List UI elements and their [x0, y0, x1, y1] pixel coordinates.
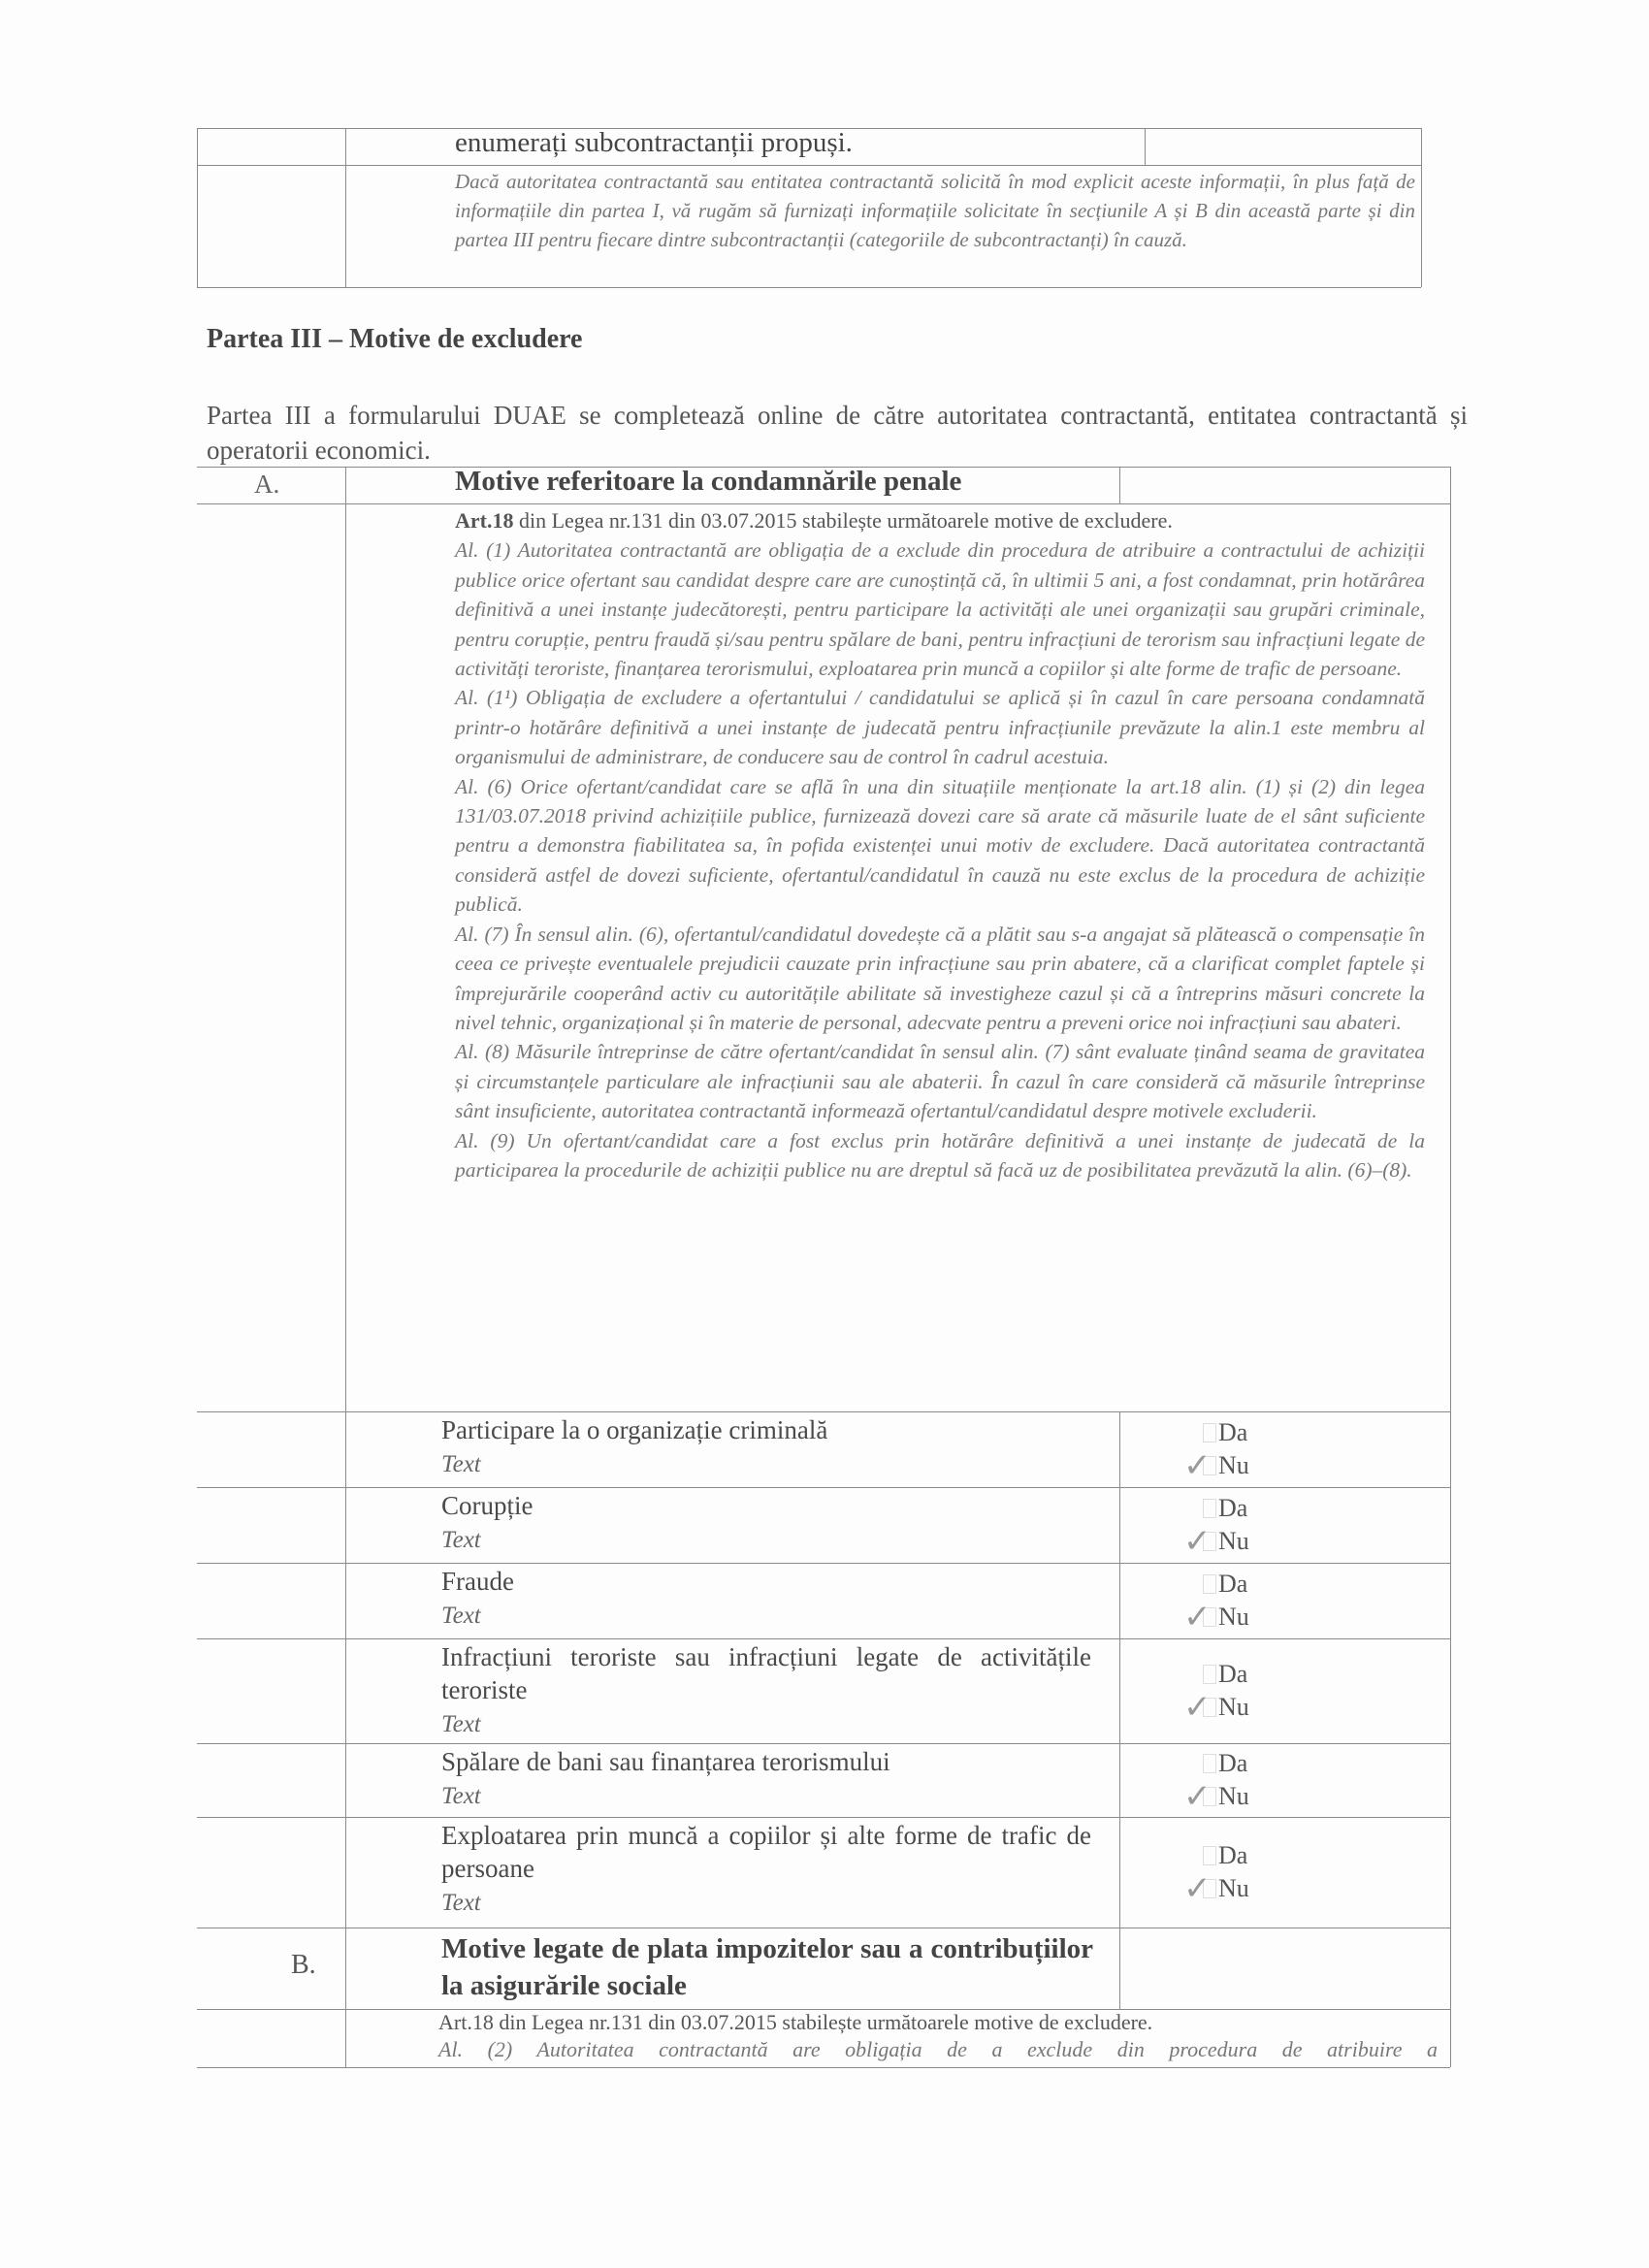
- item-text-field[interactable]: Text: [441, 1711, 481, 1737]
- paragraph-al7: Al. (7) În sensul alin. (6), ofertantul/candidatul dovedește că a plătit sau s-a angajat să plătească o compensație în ceea ce privește eventualele prejudicii cauzate prin infracțiune sau prin abatere, că a clarificat complet faptele și împrejurările cooperând activ cu autoritățile abilitate să investigheze cazul și că a întreprins măsuri concrete la nivel tehnic, organizațional și în materie de personal, adecvate pentru a preveni orice noi infracțiuni sau abateri.: [455, 922, 1425, 1034]
- art-ref-b: Art.18: [438, 2010, 494, 2034]
- exclusion-item-label: [441, 1413, 1091, 1481]
- section-b-title: Motive legate de plata impozitelor sau a contribuțiilor la asigurările sociale: [441, 1933, 1093, 2001]
- option-nu[interactable]: [1183, 1869, 1319, 1908]
- option-da[interactable]: [1203, 1416, 1319, 1449]
- item-text-field[interactable]: Text: [441, 1603, 481, 1629]
- section-heading: Partea III – Motive de excludere: [207, 324, 583, 354]
- checkbox-da[interactable]: [1203, 1665, 1216, 1684]
- yes-no-options: [1183, 1416, 1319, 1485]
- table-border: [1145, 128, 1146, 165]
- option-da[interactable]: [1203, 1747, 1319, 1780]
- exclusion-item-label: [441, 1489, 1091, 1557]
- option-nu[interactable]: [1183, 1522, 1319, 1561]
- paragraph-al1: Al. (1) Autoritatea contractantă are obligația de a exclude din procedura de atribuire a contractului de achiziții publice orice ofertant sau candidat despre care are cunoștință că, în ultimii 5 ani, a fost condamnat, prin hotărârea definitivă a unei instanțe judecătorești, pentru participare la activități ale unei organizații sau grupări criminale, pentru corupție, pentru fraudă și/sau pentru spălare de bani, pentru infracțiuni de terorism sau infracțiuni legate de activități teroriste, finanțarea terorismului, exploatarea prin muncă a copiilor și alte forme de trafic de persoane.: [455, 538, 1425, 681]
- option-da-label: Da: [1218, 1494, 1248, 1522]
- section-b-letter: B.: [291, 1950, 316, 1980]
- option-nu-label: Nu: [1218, 1603, 1249, 1631]
- option-nu[interactable]: [1183, 1598, 1319, 1636]
- item-text-field[interactable]: Text: [441, 1527, 481, 1553]
- checkmark-icon: ✓: [1183, 1598, 1212, 1636]
- option-da-label: Da: [1218, 1749, 1248, 1777]
- option-da[interactable]: [1203, 1658, 1319, 1691]
- checkmark-icon: ✓: [1183, 1777, 1212, 1816]
- checkbox-da[interactable]: [1203, 1846, 1216, 1865]
- top-table-row2: Dacă autoritatea contractantă sau entitatea contractantă solicită în mod explicit aceste informații, în plus față de informațiile din partea I, vă rugăm să furnizați informațiile solicitate în secțiunile A și B din această parte și din partea III pentru fiecare dintre subcontractanții (categoriile de subcontractanți) în cauză.: [455, 170, 1415, 251]
- item-label: Participare la o organizație criminală: [441, 1415, 828, 1444]
- exclusion-item-label: [441, 1565, 1091, 1633]
- checkbox-da[interactable]: [1203, 1423, 1216, 1442]
- option-nu-label: Nu: [1218, 1782, 1249, 1810]
- art-intro-b: din Legea nr.131 din 03.07.2015 stabilește următoarele motive de excludere.: [493, 2010, 1153, 2034]
- option-da-label: Da: [1218, 1660, 1248, 1688]
- paragraph-al2: Al. (2) Autoritatea contractantă are obligația de a exclude din procedura de atribuire a: [438, 2037, 1438, 2061]
- option-nu-label: Nu: [1218, 1693, 1249, 1721]
- item-text-field[interactable]: Text: [441, 1783, 481, 1809]
- exclusion-item-label: [441, 1640, 1091, 1741]
- yes-no-options: [1183, 1568, 1319, 1636]
- checkbox-da[interactable]: [1203, 1499, 1216, 1518]
- checkmark-icon: ✓: [1183, 1869, 1212, 1908]
- item-label: Spălare de bani sau finanțarea terorismului: [441, 1747, 890, 1776]
- paragraph-al9: Al. (9) Un ofertant/candidat care a fost exclus prin hotărâre definitivă a unei instanțe de judecată de la participarea la procedurile de achiziții publice nu are dreptul să facă uz de posibilitatea prevăzută la alin. (6)–(8).: [455, 1128, 1425, 1182]
- checkmark-icon: ✓: [1183, 1688, 1212, 1727]
- item-label: Infracțiuni teroriste sau infracțiuni legate de activitățile teroriste: [441, 1642, 1091, 1704]
- option-nu[interactable]: [1183, 1446, 1319, 1485]
- paragraph-al1-1: Al. (1¹) Obligația de excludere a ofertantului / candidatului se aplică și în cazul în care persoana condamnată printr-o hotărâre definitivă a unei instanțe de judecată pentru infracțiunile prevăzute la alin.1 este membru al organismului de administrare, de conducere sau de control în cadrul acestuia.: [455, 686, 1425, 769]
- item-label: Corupție: [441, 1491, 534, 1520]
- section-a-legal-text: [455, 506, 1425, 1184]
- option-da[interactable]: [1203, 1492, 1319, 1525]
- item-label: Exploatarea prin muncă a copiilor și alte forme de trafic de persoane: [441, 1821, 1091, 1883]
- exclusion-item-label: [441, 1819, 1091, 1920]
- table-border: [197, 287, 1421, 288]
- paragraph-al8: Al. (8) Măsurile întreprinse de către ofertant/candidat în sensul alin. (7) sânt evaluate ținând seama de gravitatea și circumstanțele particulare ale infracțiunii sau ale abaterii. În cazul în care consideră că măsurile întreprinse sânt insuficiente, autoritatea contractantă informează ofertantul/candidatul despre motivele excluderii.: [455, 1040, 1425, 1123]
- table-border: [345, 128, 346, 287]
- section-a-title: Motive referitoare la condamnările penale: [455, 466, 962, 497]
- checkbox-da[interactable]: [1203, 1574, 1216, 1594]
- checkmark-icon: ✓: [1183, 1446, 1212, 1485]
- art-ref: Art.18: [455, 508, 514, 533]
- exclusion-item-label: [441, 1745, 1091, 1813]
- checkmark-icon: ✓: [1183, 1522, 1212, 1561]
- option-da-label: Da: [1218, 1841, 1248, 1869]
- item-label: Fraude: [441, 1567, 514, 1596]
- option-da[interactable]: [1203, 1568, 1319, 1601]
- item-text-field[interactable]: Text: [441, 1451, 481, 1477]
- option-nu[interactable]: [1183, 1688, 1319, 1727]
- table-border: [197, 128, 198, 287]
- table-border: [197, 165, 1421, 166]
- option-da-label: Da: [1218, 1418, 1248, 1446]
- art-intro: din Legea nr.131 din 03.07.2015 stabilește următoarele motive de excludere.: [513, 508, 1173, 533]
- option-da-label: Da: [1218, 1570, 1248, 1598]
- option-da[interactable]: [1203, 1839, 1319, 1872]
- top-table-row1: enumerați subcontractanții propuși.: [455, 127, 853, 158]
- option-nu-label: Nu: [1218, 1874, 1249, 1902]
- option-nu-label: Nu: [1218, 1527, 1249, 1555]
- item-text-field[interactable]: Text: [441, 1890, 481, 1916]
- table-border: [1421, 128, 1422, 287]
- checkbox-da[interactable]: [1203, 1754, 1216, 1773]
- paragraph-al6: Al. (6) Orice ofertant/candidat care se află în una din situațiile menționate la art.18 alin. (1) și (2) din legea 131/03.07.2018 privind achizițiile publice, furnizează dovezi care să arate că măsurile luate de el sânt suficiente pentru a demonstra fiabilitatea sa, în pofida existenței unui motiv de excludere. Dacă autoritatea contractantă consideră astfel de dovezi suficiente, ofertantul/candidatul în cauză nu este exclus de la procedura de achiziție publică.: [455, 774, 1425, 917]
- option-nu-label: Nu: [1218, 1451, 1249, 1479]
- section-a-letter: A.: [254, 470, 280, 499]
- yes-no-options: [1183, 1747, 1319, 1816]
- yes-no-options: [1183, 1658, 1319, 1727]
- yes-no-options: [1183, 1839, 1319, 1908]
- yes-no-options: [1183, 1492, 1319, 1561]
- option-nu[interactable]: [1183, 1777, 1319, 1816]
- intro-paragraph: Partea III a formularului DUAE se completează online de către autoritatea contractantă, entitatea contractantă și operatorii economici.: [207, 401, 1468, 465]
- section-b-legal-text: [438, 2009, 1438, 2063]
